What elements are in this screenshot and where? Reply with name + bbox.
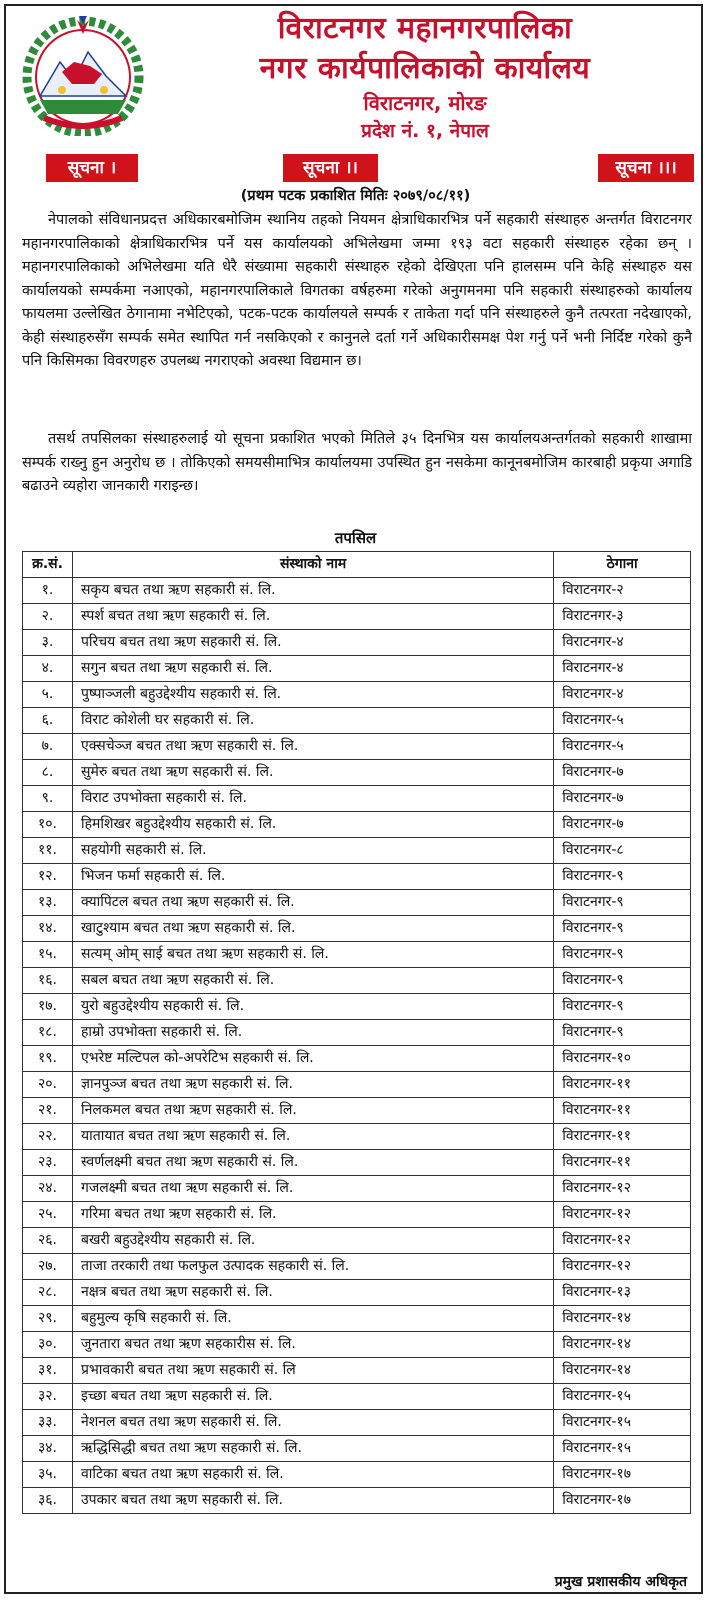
row-serial: २२. (23, 1124, 73, 1150)
row-serial: २६. (23, 1228, 73, 1254)
row-org-name: जुनतारा बचत तथा ऋण सहकारीस सं. लि. (72, 1332, 553, 1358)
title-office: नगर कार्यपालिकाको कार्यालय (259, 51, 591, 86)
row-org-name: सत्यम् ओम् साई बचत तथा ऋण सहकारी सं. लि. (72, 942, 553, 968)
table-row (23, 1046, 691, 1072)
row-address: विराटनगर-८ (554, 838, 691, 864)
cooperative-list-table (22, 551, 691, 1514)
published-date: (प्रथम पटक प्रकाशित मितिः २०७९/०८/११) (240, 188, 471, 204)
row-serial: २९. (23, 1306, 73, 1332)
row-org-name: सकृय बचत तथा ऋण सहकारी सं. लि. (72, 578, 553, 604)
row-address: विराटनगर-११ (554, 1124, 691, 1150)
row-org-name: पुष्पाञ्जली बहुउद्देश्यीय सहकारी सं. लि. (72, 682, 553, 708)
row-serial: ३५. (23, 1462, 73, 1488)
row-address: विराटनगर-१२ (554, 1228, 691, 1254)
table-row (23, 838, 691, 864)
row-serial: १०. (23, 812, 73, 838)
row-address: विराटनगर-१५ (554, 1436, 691, 1462)
row-address: विराटनगर-९ (554, 916, 691, 942)
row-address: विराटनगर-१७ (554, 1462, 691, 1488)
row-org-name: गजलक्ष्मी बचत तथा ऋण सहकारी सं. लि. (72, 1176, 553, 1202)
row-org-name: स्पर्श बचत तथा ऋण सहकारी सं. लि. (72, 604, 553, 630)
title-location: विराटनगर, मोरङ (363, 91, 487, 115)
row-address: विराटनगर-१३ (554, 1280, 691, 1306)
table-row (23, 994, 691, 1020)
table-row (23, 1098, 691, 1124)
table-row (23, 812, 691, 838)
row-org-name: उपकार बचत तथा ऋण सहकारी सं. लि. (72, 1488, 553, 1514)
table-row (23, 1176, 691, 1202)
row-serial: २. (23, 604, 73, 630)
row-org-name: नक्षत्र बचत तथा ऋण सहकारी सं. लि. (72, 1280, 553, 1306)
table-row (23, 578, 691, 604)
row-address: विराटनगर-१० (554, 1046, 691, 1072)
table-row (23, 656, 691, 682)
title-municipality: विराटनगर महानगरपालिका (277, 11, 573, 46)
row-serial: ३०. (23, 1332, 73, 1358)
row-address: विराटनगर-११ (554, 1150, 691, 1176)
row-serial: ८. (23, 760, 73, 786)
body-paragraph-2: तसर्थ तपसिलका संस्थाहरुलाई यो सूचना प्रकाशित भएको मितिले ३५ दिनभित्र यस कार्यालयअन्तर्गतको सहकारी शाखामा सम्पर्क राख्नु हुन अनुरोध छ । तोकिएको समयसीमाभित्र कार्यालयमा उपस्थित हुन नसकेमा कानूनबमोजिम कारबाही प्रकृया अगाडि बढाउने व्यहोरा जानकारी गराइन्छ। (22, 431, 692, 494)
row-serial: २०. (23, 1072, 73, 1098)
row-address: विराटनगर-१२ (554, 1254, 691, 1280)
table-row (23, 1202, 691, 1228)
row-org-name: प्रभावकारी बचत तथा ऋण सहकारी सं. लि (72, 1358, 553, 1384)
row-serial: १८. (23, 1020, 73, 1046)
header-serial: क्र.सं. (23, 552, 73, 578)
row-org-name: एभरेष्ट मल्टिपल को-अपरेटिभ सहकारी सं. लि. (72, 1046, 553, 1072)
row-address: विराटनगर-४ (554, 656, 691, 682)
row-serial: २३. (23, 1150, 73, 1176)
notice-badge-1: सूचना । (46, 154, 138, 182)
row-serial: ३१. (23, 1358, 73, 1384)
row-serial: १. (23, 578, 73, 604)
row-org-name: इच्छा बचत तथा ऋण सहकारी सं. लि. (72, 1384, 553, 1410)
table-row (23, 916, 691, 942)
row-serial: ३४. (23, 1436, 73, 1462)
row-address: विराटनगर-७ (554, 812, 691, 838)
table-row (23, 890, 691, 916)
row-address: विराटनगर-९ (554, 942, 691, 968)
table-row (23, 1332, 691, 1358)
row-org-name: यातायात बचत तथा ऋण सहकारी सं. लि. (72, 1124, 553, 1150)
row-org-name: क्यापिटल बचत तथा ऋण सहकारी सं. लि. (72, 890, 553, 916)
table-row (23, 734, 691, 760)
row-org-name: विराट उपभोक्ता सहकारी सं. लि. (72, 786, 553, 812)
row-address: विराटनगर-१२ (554, 1202, 691, 1228)
table-row (23, 1072, 691, 1098)
row-org-name: बहुमुल्य कृषि सहकारी सं. लि. (72, 1306, 553, 1332)
row-address: विराटनगर-९ (554, 1020, 691, 1046)
table-title: तपसिल (334, 529, 377, 547)
table-row (23, 1306, 691, 1332)
row-serial: ६. (23, 708, 73, 734)
row-address: विराटनगर-१४ (554, 1306, 691, 1332)
row-org-name: हाम्रो उपभोक्ता सहकारी सं. लि. (72, 1020, 553, 1046)
row-address: विराटनगर-५ (554, 708, 691, 734)
notice-badge-3: सूचना ।।। (598, 154, 694, 182)
row-address: विराटनगर-१७ (554, 1488, 691, 1514)
table-row (23, 1358, 691, 1384)
row-org-name: वाटिका बचत तथा ऋण सहकारी सं. लि. (72, 1462, 553, 1488)
row-address: विराटनगर-१२ (554, 1176, 691, 1202)
row-org-name: परिचय बचत तथा ऋण सहकारी सं. लि. (72, 630, 553, 656)
row-address: विराटनगर-५ (554, 734, 691, 760)
row-address: विराटनगर-९ (554, 968, 691, 994)
row-serial: १३. (23, 890, 73, 916)
row-org-name: सगुन बचत तथा ऋण सहकारी सं. लि. (72, 656, 553, 682)
row-address: विराटनगर-७ (554, 760, 691, 786)
row-address: विराटनगर-२ (554, 578, 691, 604)
table-row (23, 942, 691, 968)
row-serial: ७. (23, 734, 73, 760)
row-address: विराटनगर-९ (554, 994, 691, 1020)
table-row (23, 1462, 691, 1488)
row-address: विराटनगर-४ (554, 682, 691, 708)
row-address: विराटनगर-११ (554, 1072, 691, 1098)
row-serial: ११. (23, 838, 73, 864)
table-row (23, 604, 691, 630)
row-address: विराटनगर-३ (554, 604, 691, 630)
row-serial: ३६. (23, 1488, 73, 1514)
table-row (23, 1280, 691, 1306)
table-row (23, 1410, 691, 1436)
row-serial: २७. (23, 1254, 73, 1280)
header-address: ठेगाना (554, 552, 691, 578)
row-serial: ३२. (23, 1384, 73, 1410)
row-address: विराटनगर-११ (554, 1098, 691, 1124)
row-org-name: युरो बहुउद्देश्यीय सहकारी सं. लि. (72, 994, 553, 1020)
row-serial: २५. (23, 1202, 73, 1228)
row-org-name: सुमेरु बचत तथा ऋण सहकारी सं. लि. (72, 760, 553, 786)
table-row (23, 760, 691, 786)
row-org-name: सहयोगी सहकारी सं. लि. (72, 838, 553, 864)
government-emblem-icon (22, 14, 144, 136)
row-address: विराटनगर-४ (554, 630, 691, 656)
row-org-name: एक्सचेञ्ज बचत तथा ऋण सहकारी सं. लि. (72, 734, 553, 760)
row-address: विराटनगर-७ (554, 786, 691, 812)
row-address: विराटनगर-९ (554, 890, 691, 916)
row-org-name: ज्ञानपुञ्ज बचत तथा ऋण सहकारी सं. लि. (72, 1072, 553, 1098)
row-address: विराटनगर-१५ (554, 1410, 691, 1436)
row-address: विराटनगर-९ (554, 864, 691, 890)
table-row (23, 1488, 691, 1514)
row-org-name: ऋद्धिसिद्धी बचत तथा ऋण सहकारी सं. लि. (72, 1436, 553, 1462)
table-row (23, 1150, 691, 1176)
row-serial: ९. (23, 786, 73, 812)
row-org-name: भिजन फर्मा सहकारी सं. लि. (72, 864, 553, 890)
header-name: संस्थाको नाम (72, 552, 553, 578)
row-serial: १६. (23, 968, 73, 994)
row-org-name: नेशनल बचत तथा ऋण सहकारी सं. लि. (72, 1410, 553, 1436)
row-serial: ३. (23, 630, 73, 656)
row-org-name: खाटुश्याम बचत तथा ऋण सहकारी सं. लि. (72, 916, 553, 942)
row-address: विराटनगर-१४ (554, 1358, 691, 1384)
title-province: प्रदेश नं. १, नेपाल (361, 120, 489, 142)
row-org-name: विराट कोशेली घर सहकारी सं. लि. (72, 708, 553, 734)
row-org-name: निलकमल बचत तथा ऋण सहकारी सं. लि. (72, 1098, 553, 1124)
table-row (23, 968, 691, 994)
table-row (23, 630, 691, 656)
signature-designation: प्रमुख प्रशासकीय अधिकृत (554, 1574, 687, 1590)
row-serial: १२. (23, 864, 73, 890)
row-org-name: स्वर्णलक्ष्मी बचत तथा ऋण सहकारी सं. लि. (72, 1150, 553, 1176)
row-serial: २८. (23, 1280, 73, 1306)
row-org-name: बखरी बहुउद्देश्यीय सहकारी सं. लि. (72, 1228, 553, 1254)
table-row (23, 864, 691, 890)
table-header-row (23, 552, 691, 578)
row-serial: २४. (23, 1176, 73, 1202)
row-address: विराटनगर-१५ (554, 1384, 691, 1410)
body-paragraph-1: नेपालको संविधानप्रदत्त अधिकारबमोजिम स्थानिय तहको नियमन क्षेत्राधिकारभित्र पर्ने सहकारी संस्थाहरु अन्तर्गत विराटनगर महानगरपालिकाको क्षेत्राधिकारभित्र पर्ने यस कार्यालयको अभिलेखमा जम्मा १९३ वटा सहकारी संस्थाहरु रहेका छन् । महानगरपालिकाको अभिलेखमा यति धेरै संख्यामा सहकारी संस्थाहरु रहेको देखिएता पनि हालसम्म पनि केहि संस्थाहरु यस कार्यालयको सम्पर्कमा नआएको, महानगरपालिकाले विगतका वर्षहरुमा गरेको अनुगमनमा पनि सहकारी संस्थाहरुको कार्यालय फायलमा उल्लेखित ठेगानामा नभेटिएको, पटक-पटक कार्यालयले सम्पर्क र ताकेता गर्दा पनि संस्थाहरुले कुनै तत्परता नदेखाएको, केही संस्थाहरुसँग सम्पर्क समेत स्थापित गर्न नसकिएको र कानुनले दर्ता गर्ने अधिकारीसमक्ष पेश गर्नु पर्ने भनी निर्दिष्ट गरेको कुनै पनि किसिमका विवरणहरु उपलब्ध नगराएको अवस्था विद्यमान छ। (22, 212, 692, 369)
table-row (23, 708, 691, 734)
table-row (23, 1384, 691, 1410)
row-serial: २१. (23, 1098, 73, 1124)
row-org-name: हिमशिखर बहुउद्देश्यीय सहकारी सं. लि. (72, 812, 553, 838)
row-org-name: ताजा तरकारी तथा फलफुल उत्पादक सहकारी सं. लि. (72, 1254, 553, 1280)
table-row (23, 1228, 691, 1254)
row-serial: १९. (23, 1046, 73, 1072)
table-row (23, 1124, 691, 1150)
notice-badge-2: सूचना ।। (283, 154, 378, 182)
table-row (23, 1254, 691, 1280)
row-org-name: गरिमा बचत तथा ऋण सहकारी सं. लि. (72, 1202, 553, 1228)
table-row (23, 786, 691, 812)
table-row (23, 1436, 691, 1462)
row-serial: ४. (23, 656, 73, 682)
row-address: विराटनगर-१४ (554, 1332, 691, 1358)
row-serial: ३३. (23, 1410, 73, 1436)
row-serial: १५. (23, 942, 73, 968)
table-row (23, 682, 691, 708)
row-serial: ५. (23, 682, 73, 708)
row-serial: १७. (23, 994, 73, 1020)
row-org-name: सबल बचत तथा ऋण सहकारी सं. लि. (72, 968, 553, 994)
table-row (23, 1020, 691, 1046)
row-serial: १४. (23, 916, 73, 942)
